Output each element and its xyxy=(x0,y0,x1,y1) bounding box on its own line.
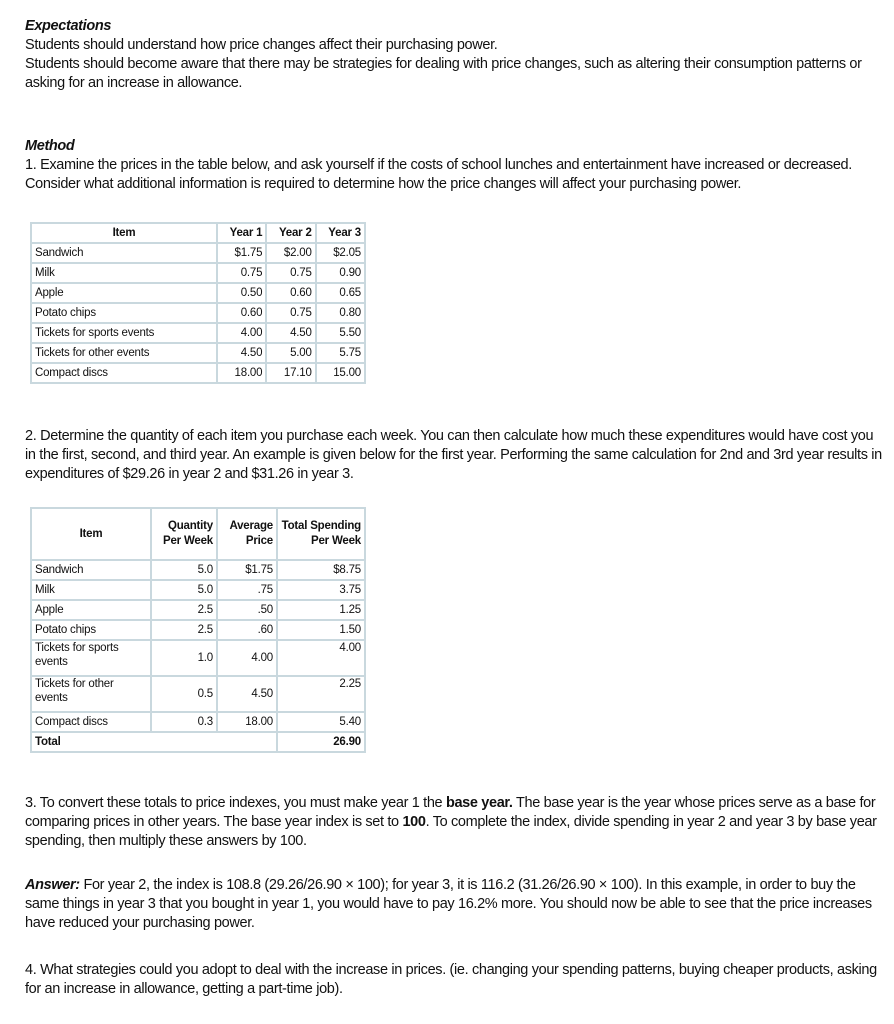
price-cell: $1.75 xyxy=(217,243,266,263)
price-cell: 5.00 xyxy=(266,343,315,363)
price-cell: 0.90 xyxy=(316,263,365,283)
step-2-section xyxy=(25,427,885,484)
quantity-cell: 0.5 xyxy=(151,676,217,712)
expectation-line: Students should understand how price changes affect their purchasing power. xyxy=(25,37,498,53)
item-cell: Sandwich xyxy=(31,243,217,263)
price-cell: 0.65 xyxy=(316,283,365,303)
quantity-cell: 2.5 xyxy=(151,620,217,640)
table-row xyxy=(31,600,365,620)
step-3-text xyxy=(25,794,885,851)
base-index-value: 100 xyxy=(402,814,426,830)
price-cell: $2.05 xyxy=(316,243,365,263)
answer-section xyxy=(25,876,885,933)
average-price-cell: .60 xyxy=(217,620,277,640)
table-row xyxy=(31,323,365,343)
average-price-cell: .50 xyxy=(217,600,277,620)
item-cell: Tickets for sports events xyxy=(31,323,217,343)
table-row xyxy=(31,580,365,600)
text-span: The base year is the year whose prices serve as a base for comparing prices in other years. The base year index is set to xyxy=(25,795,876,830)
text-span: . To complete the index, divide spending in year 2 and year 3 by base year spending, then multiply these answers by 100. xyxy=(25,814,877,849)
item-cell: Tickets for other events xyxy=(31,676,151,712)
item-cell: Sandwich xyxy=(31,560,151,580)
total-spending-cell: 5.40 xyxy=(277,712,365,732)
quantity-cell: 2.5 xyxy=(151,600,217,620)
price-cell: 0.60 xyxy=(217,303,266,323)
column-header: Year 1 xyxy=(217,223,266,243)
text-span: 3. To convert these totals to price indexes, you must make year 1 the xyxy=(25,795,446,811)
price-cell: 15.00 xyxy=(316,363,365,383)
step-3-section xyxy=(25,794,885,851)
price-cell: 4.50 xyxy=(266,323,315,343)
total-label: Total xyxy=(31,732,277,752)
total-spending-cell: 1.25 xyxy=(277,600,365,620)
price-cell: 0.60 xyxy=(266,283,315,303)
item-cell: Milk xyxy=(31,580,151,600)
item-cell: Apple xyxy=(31,600,151,620)
quantity-cell: 1.0 xyxy=(151,640,217,676)
price-table xyxy=(30,222,366,384)
total-spending-cell: 2.25 xyxy=(277,676,365,712)
table-row xyxy=(31,263,365,283)
table-row xyxy=(31,620,365,640)
answer-text xyxy=(25,876,885,933)
table-row xyxy=(31,676,365,712)
step-1-text: 1. Examine the prices in the table below, and ask yourself if the costs of school lunches and entertainment have increased or decreased. Consider what additional information is required to determine how the price changes will affect your purchasing power. xyxy=(25,157,852,192)
column-header: Item xyxy=(31,223,217,243)
price-cell: 4.50 xyxy=(217,343,266,363)
table-row xyxy=(31,560,365,580)
price-cell: 0.80 xyxy=(316,303,365,323)
table-header-row xyxy=(31,223,365,243)
table-row xyxy=(31,640,365,676)
item-cell: Compact discs xyxy=(31,712,151,732)
average-price-cell: 4.50 xyxy=(217,676,277,712)
column-header: Quantity Per Week xyxy=(151,508,217,560)
price-cell: 0.75 xyxy=(266,303,315,323)
item-cell: Apple xyxy=(31,283,217,303)
price-cell: 18.00 xyxy=(217,363,266,383)
item-cell: Tickets for sports events xyxy=(31,640,151,676)
quantity-cell: 0.3 xyxy=(151,712,217,732)
base-year-term: base year. xyxy=(445,795,513,811)
text-span: For year 2, the index is 108.8 (29.26/26.90 × 100); for year 3, it is 116.2 (31.26/26.90 × 100). In this example, in order to buy the same things in year 3 that you bought in year 1, you would have to pay 16.2% more. You should now be able to see that the price increases have reduced your purchasing power. xyxy=(25,877,872,931)
item-cell: Compact discs xyxy=(31,363,217,383)
price-cell: 4.00 xyxy=(217,323,266,343)
average-price-cell: 4.00 xyxy=(217,640,277,676)
column-header: Average Price xyxy=(217,508,277,560)
step-2-text: 2. Determine the quantity of each item you purchase each week. You can then calculate how much these expenditures would have cost you in the first, second, and third year. An example is given below for the first year. Performing the same calculation for 2nd and 3rd year results in expenditures of $29.26 in year 2 and $31.26 in year 3. xyxy=(25,428,882,482)
item-cell: Potato chips xyxy=(31,620,151,640)
price-cell: 17.10 xyxy=(266,363,315,383)
total-value: 26.90 xyxy=(277,732,365,752)
price-cell: 0.75 xyxy=(217,263,266,283)
price-cell: 0.50 xyxy=(217,283,266,303)
price-cell: 5.75 xyxy=(316,343,365,363)
item-cell: Milk xyxy=(31,263,217,283)
expectations-section xyxy=(25,17,885,93)
total-spending-cell: 1.50 xyxy=(277,620,365,640)
price-cell: $2.00 xyxy=(266,243,315,263)
column-header: Total Spending Per Week xyxy=(277,508,365,560)
column-header: Year 3 xyxy=(316,223,365,243)
table-header-row xyxy=(31,508,365,560)
quantity-cell: 5.0 xyxy=(151,580,217,600)
method-heading: Method xyxy=(25,138,75,154)
expectations-heading: Expectations xyxy=(25,18,112,34)
price-cell: 5.50 xyxy=(316,323,365,343)
price-cell: 0.75 xyxy=(266,263,315,283)
answer-label: Answer: xyxy=(25,877,80,893)
average-price-cell: .75 xyxy=(217,580,277,600)
item-cell: Tickets for other events xyxy=(31,343,217,363)
average-price-cell: $1.75 xyxy=(217,560,277,580)
total-spending-cell: 3.75 xyxy=(277,580,365,600)
step-4-text: 4. What strategies could you adopt to deal with the increase in prices. (ie. changing your spending patterns, buying cheaper products, asking for an increase in allowance, getting a part-time job). xyxy=(25,962,877,997)
table-row xyxy=(31,343,365,363)
average-price-cell: 18.00 xyxy=(217,712,277,732)
step-4-section xyxy=(25,961,885,999)
total-spending-cell: 4.00 xyxy=(277,640,365,676)
method-section xyxy=(25,137,885,194)
total-spending-cell: $8.75 xyxy=(277,560,365,580)
table-row xyxy=(31,283,365,303)
column-header: Year 2 xyxy=(266,223,315,243)
column-header: Item xyxy=(31,508,151,560)
table-row xyxy=(31,243,365,263)
table-row xyxy=(31,712,365,732)
item-cell: Potato chips xyxy=(31,303,217,323)
expectation-line: Students should become aware that there may be strategies for dealing with price changes, such as altering their consumption patterns or asking for an increase in allowance. xyxy=(25,56,862,91)
total-row xyxy=(31,732,365,752)
quantity-cell: 5.0 xyxy=(151,560,217,580)
table-row xyxy=(31,303,365,323)
table-row xyxy=(31,363,365,383)
spending-table xyxy=(30,507,366,753)
